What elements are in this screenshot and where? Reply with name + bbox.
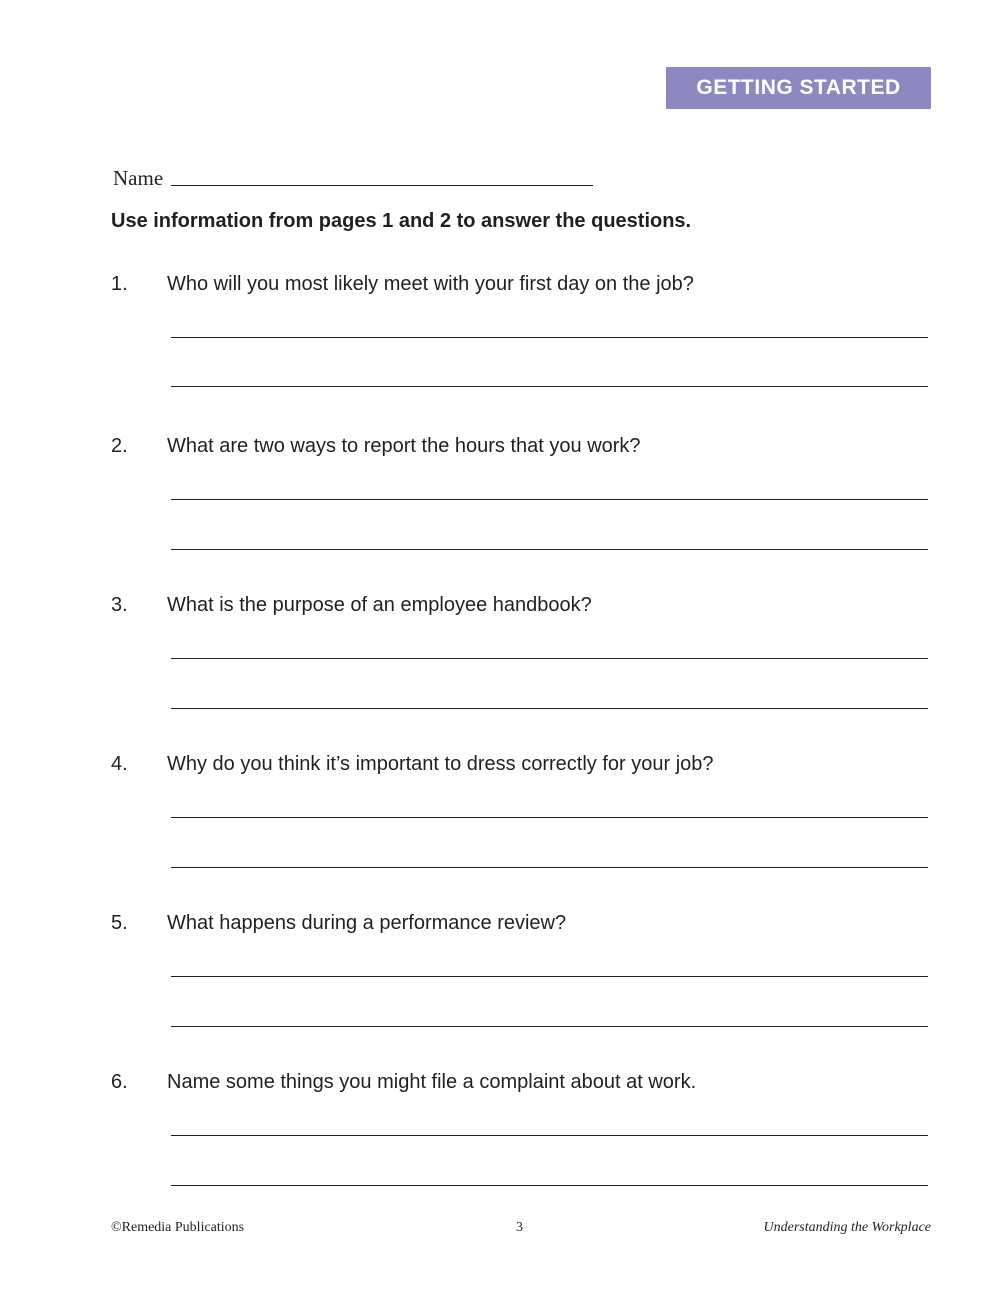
answer-line-3a[interactable] bbox=[171, 658, 928, 659]
question-text: Who will you most likely meet with your first day on the job? bbox=[167, 273, 694, 295]
question-6 bbox=[111, 1069, 931, 1095]
question-number: 3. bbox=[111, 594, 128, 616]
question-3 bbox=[111, 592, 931, 618]
answer-line-3b[interactable] bbox=[171, 708, 928, 709]
section-header-tab: GETTING STARTED bbox=[666, 67, 931, 109]
question-number: 2. bbox=[111, 435, 128, 457]
footer-publisher: ©Remedia Publications bbox=[111, 1220, 245, 1235]
question-text: What happens during a performance review? bbox=[167, 912, 567, 934]
question-text: Why do you think it’s important to dress correctly for your job? bbox=[167, 753, 714, 775]
name-blank-line[interactable] bbox=[171, 184, 593, 186]
answer-line-2a[interactable] bbox=[171, 499, 928, 500]
answer-line-1a[interactable] bbox=[171, 337, 928, 338]
answer-line-4a[interactable] bbox=[171, 817, 928, 818]
answer-line-6a[interactable] bbox=[171, 1135, 928, 1136]
answer-line-1b[interactable] bbox=[171, 386, 928, 387]
answer-line-4b[interactable] bbox=[171, 867, 928, 868]
answer-line-5a[interactable] bbox=[171, 976, 928, 977]
question-4 bbox=[111, 751, 931, 777]
question-5 bbox=[111, 910, 931, 936]
answer-line-5b[interactable] bbox=[171, 1026, 928, 1027]
question-number: 1. bbox=[111, 273, 128, 295]
question-number: 6. bbox=[111, 1071, 128, 1093]
question-number: 5. bbox=[111, 912, 128, 934]
question-text: What is the purpose of an employee handbook? bbox=[167, 594, 592, 616]
answer-line-6b[interactable] bbox=[171, 1185, 928, 1186]
name-label: Name bbox=[113, 166, 164, 190]
question-1 bbox=[111, 271, 931, 297]
footer-page-number: 3 bbox=[516, 1220, 523, 1235]
question-text: What are two ways to report the hours that you work? bbox=[167, 435, 641, 457]
answer-line-2b[interactable] bbox=[171, 549, 928, 550]
name-field bbox=[113, 160, 593, 190]
footer-book-title: Understanding the Workplace bbox=[763, 1220, 931, 1235]
question-text: Name some things you might file a complaint about at work. bbox=[167, 1071, 697, 1093]
question-2 bbox=[111, 433, 931, 459]
instructions-text: Use information from pages 1 and 2 to answer the questions. bbox=[111, 210, 692, 232]
question-number: 4. bbox=[111, 753, 128, 775]
